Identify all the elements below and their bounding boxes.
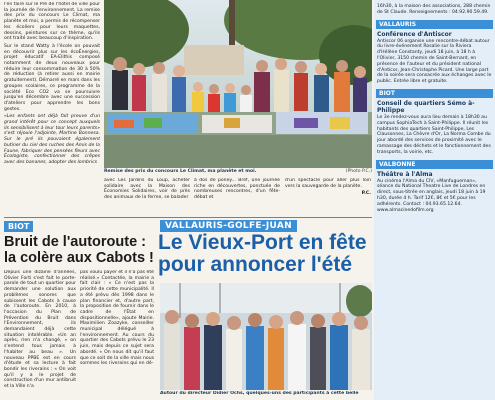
sidebar-title-conseil: Conseil de quartiers Sémo à-Philippe	[377, 99, 475, 114]
vieux-port-caption: Autour du directeur Didier Ochs, quelques-uns des participants à cette belle	[160, 391, 359, 396]
biot-article-col-1	[4, 270, 76, 398]
top-photo-caption-text: Remise des prix du concours Le Climat, ma planète et moi.	[104, 169, 257, 174]
top-article-col2-text: à dos de poney... Bref, une journée riche en découvertes, ponctuée de nombreuses rencontres, d'un fête-débat et	[194, 178, 280, 201]
left-article-paragraph-2: Sur le stand Watty à l'école on pouvait en découvrir plus sur les écoÉnergies, projet éducatif EA-Elithis composé notamment de deux nouveaux pour réduire leur consommation de 30 à 50% de réduction (à retirer aussi en mairie gratuitement). Démarré en mars dans les groupes scolaires, ce programme de la société Eco CO2 va se poursuivre jusqu'en décembre avec une succession d'ateliers pour apprendre les bons gestes.	[4, 43, 100, 112]
top-photo-caption	[104, 169, 372, 174]
sidebar-tag-biot: BIOT	[376, 89, 493, 98]
sidebar-text-anticor: Antiscor 06 organise une rencontre-débat autour du livre-événement Rosalie sur la Riviera d'Hélène Constanty, jeudi 18 juin, à 18 h à l'Olivier, 3150 chemin de Saint-Bernard, en présence de l'auteur et du président national d'Anticor, Jean-Christophe Picard. Une large part de la soirée sera consacrée aux échanges avec le public. Entrée libre et gratuite.	[377, 38, 492, 85]
left-article-intro: l'en faire sur le Pré de l'hôtel de ville pour la journée de l'environnement. La remise des prix du concours Le Climat, ma planète et moi, a permis de récompenser les écoliers pour leurs maquettes, dessins, peintures sur ce thème, qu'ils ont traité avec beaucoup d'inspiration.	[4, 2, 100, 42]
sidebar-tag-valbonne: VALBONNE	[376, 160, 493, 169]
left-article-column	[4, 2, 100, 216]
biot-col1-text: Depuis une dizaine d'années, Olivier Forti s'est fait le porte-parole de tout un quartier pour demander une solution aux problèmes sonores que subissent les Cabots à cause de l'autoroute. En 2010, à l'occasion du Plan de Prévention du Bruit dans l'Environnement, ils demandaient déjà cette situation intolérable. «Un an après, rien n'a changé, » on s'entend tous jamais à l'habiter au beau ». Un nouveau PPBE est en cours d'étude et sa lecture à fait bondir les riverains : « On voit qu'il y a le projet de construction d'un mur antibruit et la Ville n'a	[4, 270, 76, 390]
top-photo-children-award	[104, 0, 372, 168]
section-divider	[4, 217, 372, 218]
top-article-signature: P.C.	[361, 191, 371, 197]
sidebar-briefs	[374, 0, 495, 400]
top-article-col3-text: d'un spectacle pour aller plus loin vers la sauvegarde de la planète.	[285, 178, 371, 189]
sidebar-text-alma: Au cinéma l'Alma du CIV, «Manfugueman», séance du National Theatre Live de Londres en direct, sous-titrée en anglais, jeudi 18 juin à 19 h30, durée 4 h. Tarif 12€, 8€ et 5€ pour les adhérents. Contact : 04.93.65.12.64. www.almacinedofilm.org	[377, 178, 486, 213]
top-article-col1-text: avec Les Jardins du Loup, acheter solidaire avec la Maison des Économies Solidaires, voir de près des animaux de la ferme, se balader	[104, 178, 190, 201]
left-article-paragraph-3: «Les enfants ont déjà fait preuve d'un grand intérêt pour ce concept auxquels ils sensibilisent à leur tour leurs parents» s'est réjouie l'adjointe, Martine Bonnesa. Sur le pré ils pouvaient également butiner du ciel des ruches des Amis de la Faune, fabriquer des pensées fleurs avec Écologiste, confectionner des crêpes avec des bananes, adopter des lombrics	[4, 114, 100, 165]
sidebar-title-anticor: Conférence d'Antiscor	[377, 30, 452, 38]
vallauris-headline: Le Vieux-Port en fête pour annoncer l'été	[158, 231, 367, 276]
biot-col2-text: pas voulu payer et il n'a pas été réalisé.» Contactée, la mairie a fait clair : « Ce n'est pas la priorité de cette municipalité. Il a été prévu dès 1998 dans le plan financier et, d'autre part, la proposition de fournir dans le cadre de l'État en dispositionnelle», ajoute Mairie. Maximilien Zoazyke, conseiller municipal délégué à l'environnement. Au cours du quartier des Cabots prévu le 23 juin, mais depuis ce sujet sera abordé. « On nous dit qu'il faut que ce soit de la ville mais nous sommes les riverains qui en dé-	[80, 270, 154, 367]
top-photo-credit: (Photo P.C.)	[345, 169, 372, 174]
sidebar-text-conseil: Le 3e rendez-vous aura lieu demain à 18h30 au campus SophiaTech à Saint-Philippe. Il réunit les habitants des quartiers Saint-Philippe, Les Clausonnes, La Chèvre d'Or, La Norma Combe du jour abordé des services de proximité avec le ramassage des déchets et le fonctionnement des transports, la voirie, etc.	[377, 114, 491, 155]
top-article-bottom-col-3	[285, 178, 371, 214]
biot-article-col-2	[80, 270, 154, 398]
top-article-bottom-col-2	[194, 178, 280, 214]
sidebar-tag-vallauris: VALLAURIS	[376, 20, 493, 29]
vieux-port-photo-image	[160, 283, 372, 390]
sidebar-top-text: 16h30, à la maison des associations, 288 chemin de St Claude. Renseignements : 04.92.90.59.49.	[377, 4, 491, 15]
vieux-port-photo	[160, 283, 372, 390]
vallauris-kicker: VALLAURIS-GOLFE-JUAN	[160, 220, 297, 232]
biot-headline: Bruit de l'autoroute : la colère aux Cabots !	[4, 234, 154, 266]
sidebar-title-alma: Théâtre à l'Alma	[377, 170, 433, 178]
biot-tag: BIOT	[4, 221, 33, 232]
top-article-bottom-col-1	[104, 178, 190, 214]
top-photo-image	[104, 0, 372, 168]
